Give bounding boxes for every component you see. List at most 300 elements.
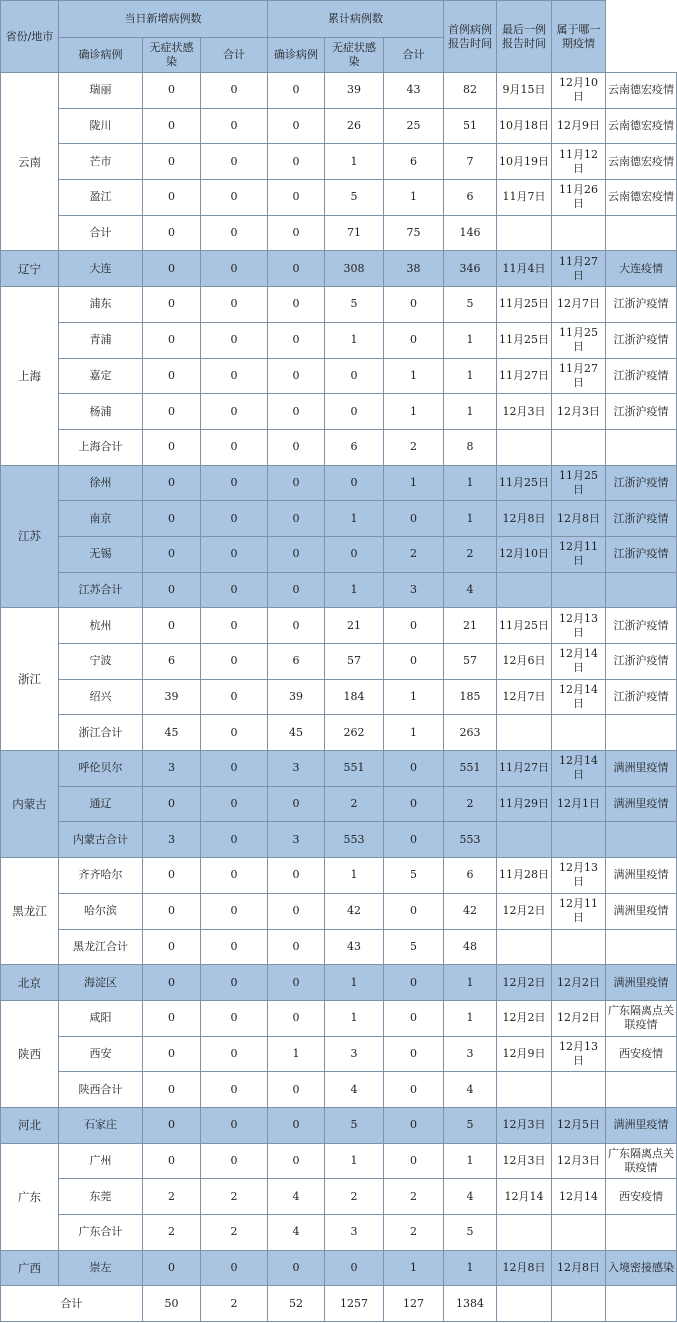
first-report-cell [497, 822, 552, 858]
city-cell: 陇川 [59, 108, 143, 144]
new-confirmed-cell: 0 [143, 1036, 201, 1072]
last-report-cell: 12月1日 [552, 786, 606, 822]
new-asymptomatic-cell: 0 [201, 572, 268, 608]
last-report-cell [552, 572, 606, 608]
last-report-cell: 12月14日 [552, 644, 606, 680]
cum-confirmed-cell: 1 [325, 572, 384, 608]
outbreak-cell: 江浙沪疫情 [606, 287, 677, 323]
province-cell: 广西 [1, 1250, 59, 1286]
new-total-cell: 0 [268, 287, 325, 323]
new-confirmed-cell: 2 [143, 1179, 201, 1215]
new-asymptomatic-cell: 0 [201, 358, 268, 394]
last-report-cell: 12月13日 [552, 1036, 606, 1072]
outbreak-cell: 云南德宏疫情 [606, 180, 677, 216]
new-confirmed-cell: 39 [143, 679, 201, 715]
cum-confirmed-cell: 2 [325, 1179, 384, 1215]
city-cell: 黑龙江合计 [59, 929, 143, 965]
last-report-cell [552, 822, 606, 858]
new-confirmed-cell: 6 [143, 644, 201, 680]
cum-asymptomatic-cell: 1 [384, 679, 444, 715]
last-report-cell: 11月12日 [552, 144, 606, 180]
new-total-cell: 4 [268, 1179, 325, 1215]
province-cell: 辽宁 [1, 251, 59, 287]
grand-total-label: 合计 [1, 1286, 143, 1322]
new-asymptomatic-cell: 0 [201, 1000, 268, 1036]
cum-total-cell: 2 [444, 536, 497, 572]
cum-asymptomatic-cell: 0 [384, 1143, 444, 1179]
new-asymptomatic-cell: 0 [201, 786, 268, 822]
grand-total-cum-total-cell: 1384 [444, 1286, 497, 1322]
new-total-cell: 0 [268, 1000, 325, 1036]
first-report-cell [497, 715, 552, 751]
table-row [1, 786, 677, 822]
table-row [1, 1143, 677, 1179]
new-asymptomatic-cell: 0 [201, 1143, 268, 1179]
new-total-cell: 0 [268, 1250, 325, 1286]
city-cell: 徐州 [59, 465, 143, 501]
new-confirmed-cell: 0 [143, 394, 201, 430]
cum-total-cell: 2 [444, 786, 497, 822]
cum-total-cell: 5 [444, 1215, 497, 1251]
first-report-cell: 12月2日 [497, 965, 552, 1001]
outbreak-cell: 江浙沪疫情 [606, 679, 677, 715]
last-report-cell [552, 429, 606, 465]
first-report-cell: 12月2日 [497, 1000, 552, 1036]
new-asymptomatic-cell: 0 [201, 1036, 268, 1072]
new-total-cell: 0 [268, 572, 325, 608]
new-total-cell: 0 [268, 501, 325, 537]
cum-asymptomatic-cell: 6 [384, 144, 444, 180]
first-report-cell: 12月6日 [497, 644, 552, 680]
first-report-cell: 11月25日 [497, 608, 552, 644]
cum-asymptomatic-cell: 0 [384, 1000, 444, 1036]
cum-asymptomatic-cell: 0 [384, 501, 444, 537]
new-total-cell: 0 [268, 322, 325, 358]
city-cell: 青浦 [59, 322, 143, 358]
province-cell: 浙江 [1, 608, 59, 751]
outbreak-cell [606, 822, 677, 858]
grand-total-new-confirmed-cell: 50 [143, 1286, 201, 1322]
city-cell: 广东合计 [59, 1215, 143, 1251]
grand-total-last-cell [552, 1286, 606, 1322]
cum-confirmed-cell: 21 [325, 608, 384, 644]
new-asymptomatic-cell: 0 [201, 429, 268, 465]
header-confirmed: 确诊病例 [59, 38, 143, 73]
cum-confirmed-cell: 0 [325, 536, 384, 572]
new-confirmed-cell: 0 [143, 965, 201, 1001]
table-row [1, 108, 677, 144]
cum-confirmed-cell: 1 [325, 144, 384, 180]
outbreak-cell: 江浙沪疫情 [606, 394, 677, 430]
first-report-cell: 12月2日 [497, 893, 552, 929]
outbreak-cell: 满洲里疫情 [606, 786, 677, 822]
city-cell: 崇左 [59, 1250, 143, 1286]
new-asymptomatic-cell: 0 [201, 73, 268, 109]
first-report-cell [497, 1215, 552, 1251]
outbreak-cell: 江浙沪疫情 [606, 322, 677, 358]
first-report-cell: 12月14 [497, 1179, 552, 1215]
city-cell: 南京 [59, 501, 143, 537]
cum-total-cell: 4 [444, 1179, 497, 1215]
first-report-cell: 12月10日 [497, 536, 552, 572]
last-report-cell [552, 929, 606, 965]
outbreak-cell: 入境密接感染 [606, 1250, 677, 1286]
new-confirmed-cell: 3 [143, 751, 201, 787]
new-total-cell: 0 [268, 251, 325, 287]
cum-total-cell: 6 [444, 180, 497, 216]
new-confirmed-cell: 0 [143, 1107, 201, 1143]
cum-confirmed-cell: 308 [325, 251, 384, 287]
outbreak-cell: 江浙沪疫情 [606, 501, 677, 537]
cum-confirmed-cell: 6 [325, 429, 384, 465]
last-report-cell: 12月8日 [552, 1250, 606, 1286]
new-confirmed-cell: 0 [143, 144, 201, 180]
cum-asymptomatic-cell: 0 [384, 287, 444, 323]
table-row [1, 501, 677, 537]
cum-confirmed-cell: 1 [325, 322, 384, 358]
new-total-cell: 0 [268, 1143, 325, 1179]
cum-total-cell: 1 [444, 1000, 497, 1036]
new-asymptomatic-cell: 0 [201, 536, 268, 572]
first-report-cell: 12月3日 [497, 1143, 552, 1179]
cum-total-cell: 57 [444, 644, 497, 680]
new-asymptomatic-cell: 0 [201, 822, 268, 858]
new-total-cell: 1 [268, 1036, 325, 1072]
cum-asymptomatic-cell: 0 [384, 1072, 444, 1108]
new-asymptomatic-cell: 2 [201, 1215, 268, 1251]
last-report-cell: 11月25日 [552, 322, 606, 358]
new-confirmed-cell: 0 [143, 429, 201, 465]
new-confirmed-cell: 2 [143, 1215, 201, 1251]
city-cell: 齐齐哈尔 [59, 858, 143, 894]
last-report-cell [552, 1215, 606, 1251]
first-report-cell: 12月7日 [497, 679, 552, 715]
first-report-cell [497, 1072, 552, 1108]
last-report-cell: 12月10日 [552, 73, 606, 109]
cum-total-cell: 6 [444, 858, 497, 894]
outbreak-cell: 广东隔离点关联疫情 [606, 1143, 677, 1179]
city-cell: 陕西合计 [59, 1072, 143, 1108]
cum-confirmed-cell: 184 [325, 679, 384, 715]
outbreak-cell: 江浙沪疫情 [606, 536, 677, 572]
last-report-cell: 11月25日 [552, 465, 606, 501]
cum-asymptomatic-cell: 0 [384, 751, 444, 787]
city-cell: 芒市 [59, 144, 143, 180]
table-row [1, 1250, 677, 1286]
new-asymptomatic-cell: 0 [201, 751, 268, 787]
table-row [1, 858, 677, 894]
city-cell: 海淀区 [59, 965, 143, 1001]
new-asymptomatic-cell: 0 [201, 465, 268, 501]
cum-asymptomatic-cell: 43 [384, 73, 444, 109]
table-row [1, 715, 677, 751]
first-report-cell: 11月4日 [497, 251, 552, 287]
new-confirmed-cell: 0 [143, 929, 201, 965]
header-first-report: 首例病例报告时间 [444, 1, 497, 73]
new-confirmed-cell: 0 [143, 1072, 201, 1108]
header-subtotal: 合计 [201, 38, 268, 73]
new-confirmed-cell: 0 [143, 322, 201, 358]
table-row [1, 536, 677, 572]
new-total-cell: 0 [268, 180, 325, 216]
outbreak-cell: 云南德宏疫情 [606, 144, 677, 180]
new-confirmed-cell: 0 [143, 73, 201, 109]
first-report-cell [497, 572, 552, 608]
grand-total-cum-asym-cell: 127 [384, 1286, 444, 1322]
new-confirmed-cell: 0 [143, 786, 201, 822]
table-row [1, 358, 677, 394]
table-row [1, 893, 677, 929]
outbreak-cell: 大连疫情 [606, 251, 677, 287]
grand-total-outbreak-cell [606, 1286, 677, 1322]
city-cell: 通辽 [59, 786, 143, 822]
table-row [1, 1179, 677, 1215]
cum-total-cell: 1 [444, 965, 497, 1001]
city-cell: 宁波 [59, 644, 143, 680]
new-confirmed-cell: 3 [143, 822, 201, 858]
new-asymptomatic-cell: 0 [201, 929, 268, 965]
first-report-cell [497, 929, 552, 965]
table-row [1, 429, 677, 465]
cum-confirmed-cell: 4 [325, 1072, 384, 1108]
outbreak-cell: 江浙沪疫情 [606, 465, 677, 501]
cum-total-cell: 5 [444, 287, 497, 323]
new-total-cell: 45 [268, 715, 325, 751]
new-asymptomatic-cell: 2 [201, 1179, 268, 1215]
table-row [1, 1000, 677, 1036]
province-cell: 北京 [1, 965, 59, 1001]
cum-total-cell: 553 [444, 822, 497, 858]
city-cell: 哈尔滨 [59, 893, 143, 929]
first-report-cell: 11月27日 [497, 751, 552, 787]
cum-confirmed-cell: 1 [325, 501, 384, 537]
cum-asymptomatic-cell: 0 [384, 608, 444, 644]
first-report-cell: 11月25日 [497, 465, 552, 501]
cum-total-cell: 51 [444, 108, 497, 144]
last-report-cell: 12月5日 [552, 1107, 606, 1143]
city-cell: 嘉定 [59, 358, 143, 394]
first-report-cell: 10月18日 [497, 108, 552, 144]
province-cell: 云南 [1, 73, 59, 251]
outbreak-cell: 西安疫情 [606, 1036, 677, 1072]
province-cell: 河北 [1, 1107, 59, 1143]
cum-total-cell: 7 [444, 144, 497, 180]
cum-confirmed-cell: 553 [325, 822, 384, 858]
header-cum-total: 合计 [384, 38, 444, 73]
first-report-cell: 12月3日 [497, 394, 552, 430]
first-report-cell: 11月25日 [497, 287, 552, 323]
outbreak-cell: 满洲里疫情 [606, 965, 677, 1001]
cum-total-cell: 346 [444, 251, 497, 287]
new-total-cell: 0 [268, 786, 325, 822]
last-report-cell [552, 715, 606, 751]
new-total-cell: 0 [268, 429, 325, 465]
grand-total-new-asym-cell: 2 [201, 1286, 268, 1322]
first-report-cell: 10月19日 [497, 144, 552, 180]
cum-confirmed-cell: 26 [325, 108, 384, 144]
header-cumulative: 累计病例数 [268, 1, 444, 38]
new-confirmed-cell: 0 [143, 465, 201, 501]
header-last-report: 最后一例报告时间 [497, 1, 552, 73]
new-asymptomatic-cell: 0 [201, 858, 268, 894]
first-report-cell: 9月15日 [497, 73, 552, 109]
last-report-cell: 12月13日 [552, 858, 606, 894]
cum-confirmed-cell: 1 [325, 1143, 384, 1179]
cum-total-cell: 1 [444, 358, 497, 394]
outbreak-cell [606, 572, 677, 608]
grand-total-new-total-cell: 52 [268, 1286, 325, 1322]
outbreak-cell: 西安疫情 [606, 1179, 677, 1215]
first-report-cell: 12月8日 [497, 1250, 552, 1286]
cum-confirmed-cell: 42 [325, 893, 384, 929]
cum-asymptomatic-cell: 0 [384, 822, 444, 858]
new-confirmed-cell: 0 [143, 358, 201, 394]
cum-asymptomatic-cell: 1 [384, 358, 444, 394]
first-report-cell: 11月28日 [497, 858, 552, 894]
city-cell: 瑞丽 [59, 73, 143, 109]
outbreak-cell: 江浙沪疫情 [606, 358, 677, 394]
city-cell: 东莞 [59, 1179, 143, 1215]
last-report-cell: 12月14日 [552, 679, 606, 715]
cum-confirmed-cell: 0 [325, 394, 384, 430]
cum-total-cell: 1 [444, 322, 497, 358]
cum-asymptomatic-cell: 1 [384, 394, 444, 430]
outbreak-cell: 云南德宏疫情 [606, 108, 677, 144]
city-cell: 绍兴 [59, 679, 143, 715]
cum-confirmed-cell: 1 [325, 1000, 384, 1036]
new-confirmed-cell: 0 [143, 536, 201, 572]
table-row [1, 215, 677, 251]
new-total-cell: 0 [268, 73, 325, 109]
cum-asymptomatic-cell: 0 [384, 1036, 444, 1072]
new-total-cell: 0 [268, 358, 325, 394]
cum-asymptomatic-cell: 2 [384, 1215, 444, 1251]
table-row [1, 608, 677, 644]
city-cell: 广州 [59, 1143, 143, 1179]
outbreak-cell: 江浙沪疫情 [606, 608, 677, 644]
new-confirmed-cell: 0 [143, 893, 201, 929]
new-confirmed-cell: 0 [143, 501, 201, 537]
new-total-cell: 3 [268, 751, 325, 787]
outbreak-cell [606, 715, 677, 751]
new-asymptomatic-cell: 0 [201, 322, 268, 358]
city-cell: 浦东 [59, 287, 143, 323]
grand-total-first-cell [497, 1286, 552, 1322]
new-confirmed-cell: 0 [143, 251, 201, 287]
new-confirmed-cell: 0 [143, 1000, 201, 1036]
cum-total-cell: 1 [444, 1143, 497, 1179]
cum-asymptomatic-cell: 2 [384, 429, 444, 465]
last-report-cell: 11月27日 [552, 358, 606, 394]
cum-asymptomatic-cell: 75 [384, 215, 444, 251]
new-confirmed-cell: 0 [143, 215, 201, 251]
table-row [1, 144, 677, 180]
last-report-cell: 11月26日 [552, 180, 606, 216]
city-cell: 杭州 [59, 608, 143, 644]
cum-total-cell: 4 [444, 572, 497, 608]
new-total-cell: 0 [268, 1107, 325, 1143]
province-cell: 广东 [1, 1143, 59, 1250]
header-province-city: 省份/地市 [1, 1, 59, 73]
last-report-cell: 12月11日 [552, 536, 606, 572]
cum-total-cell: 4 [444, 1072, 497, 1108]
cum-total-cell: 1 [444, 501, 497, 537]
cum-total-cell: 1 [444, 394, 497, 430]
new-asymptomatic-cell: 0 [201, 394, 268, 430]
header-cum-confirmed: 确诊病例 [268, 38, 325, 73]
new-confirmed-cell: 0 [143, 287, 201, 323]
cum-asymptomatic-cell: 1 [384, 180, 444, 216]
cum-asymptomatic-cell: 1 [384, 465, 444, 501]
city-cell: 呼伦贝尔 [59, 751, 143, 787]
cum-confirmed-cell: 2 [325, 786, 384, 822]
cum-total-cell: 48 [444, 929, 497, 965]
cum-total-cell: 185 [444, 679, 497, 715]
new-asymptomatic-cell: 0 [201, 180, 268, 216]
city-cell: 杨浦 [59, 394, 143, 430]
new-asymptomatic-cell: 0 [201, 144, 268, 180]
first-report-cell: 11月27日 [497, 358, 552, 394]
new-total-cell: 0 [268, 929, 325, 965]
new-confirmed-cell: 0 [143, 1143, 201, 1179]
cum-total-cell: 8 [444, 429, 497, 465]
cum-confirmed-cell: 0 [325, 1250, 384, 1286]
new-confirmed-cell: 0 [143, 108, 201, 144]
new-total-cell: 0 [268, 1072, 325, 1108]
cum-confirmed-cell: 1 [325, 965, 384, 1001]
new-total-cell: 0 [268, 144, 325, 180]
city-cell: 西安 [59, 1036, 143, 1072]
first-report-cell [497, 215, 552, 251]
new-asymptomatic-cell: 0 [201, 679, 268, 715]
table-row [1, 1036, 677, 1072]
province-cell: 黑龙江 [1, 858, 59, 965]
cum-total-cell: 82 [444, 73, 497, 109]
new-asymptomatic-cell: 0 [201, 108, 268, 144]
last-report-cell [552, 1072, 606, 1108]
new-total-cell: 0 [268, 858, 325, 894]
new-asymptomatic-cell: 0 [201, 1072, 268, 1108]
first-report-cell: 11月25日 [497, 322, 552, 358]
grand-total-cum-confirmed-cell: 1257 [325, 1286, 384, 1322]
first-report-cell: 11月7日 [497, 180, 552, 216]
cum-confirmed-cell: 3 [325, 1036, 384, 1072]
new-confirmed-cell: 45 [143, 715, 201, 751]
last-report-cell: 12月2日 [552, 965, 606, 1001]
cum-confirmed-cell: 57 [325, 644, 384, 680]
new-confirmed-cell: 0 [143, 608, 201, 644]
province-cell: 内蒙古 [1, 751, 59, 858]
new-confirmed-cell: 0 [143, 858, 201, 894]
cum-asymptomatic-cell: 5 [384, 929, 444, 965]
outbreak-cell: 满洲里疫情 [606, 1107, 677, 1143]
new-total-cell: 0 [268, 536, 325, 572]
table-row [1, 251, 677, 287]
cum-total-cell: 1 [444, 1250, 497, 1286]
cum-confirmed-cell: 262 [325, 715, 384, 751]
province-cell: 江苏 [1, 465, 59, 608]
table-row [1, 322, 677, 358]
last-report-cell: 12月2日 [552, 1000, 606, 1036]
cum-confirmed-cell: 43 [325, 929, 384, 965]
province-cell: 上海 [1, 287, 59, 465]
table-row [1, 929, 677, 965]
new-total-cell: 4 [268, 1215, 325, 1251]
outbreak-cell [606, 929, 677, 965]
new-total-cell: 0 [268, 965, 325, 1001]
table-row [1, 465, 677, 501]
city-cell: 合计 [59, 215, 143, 251]
